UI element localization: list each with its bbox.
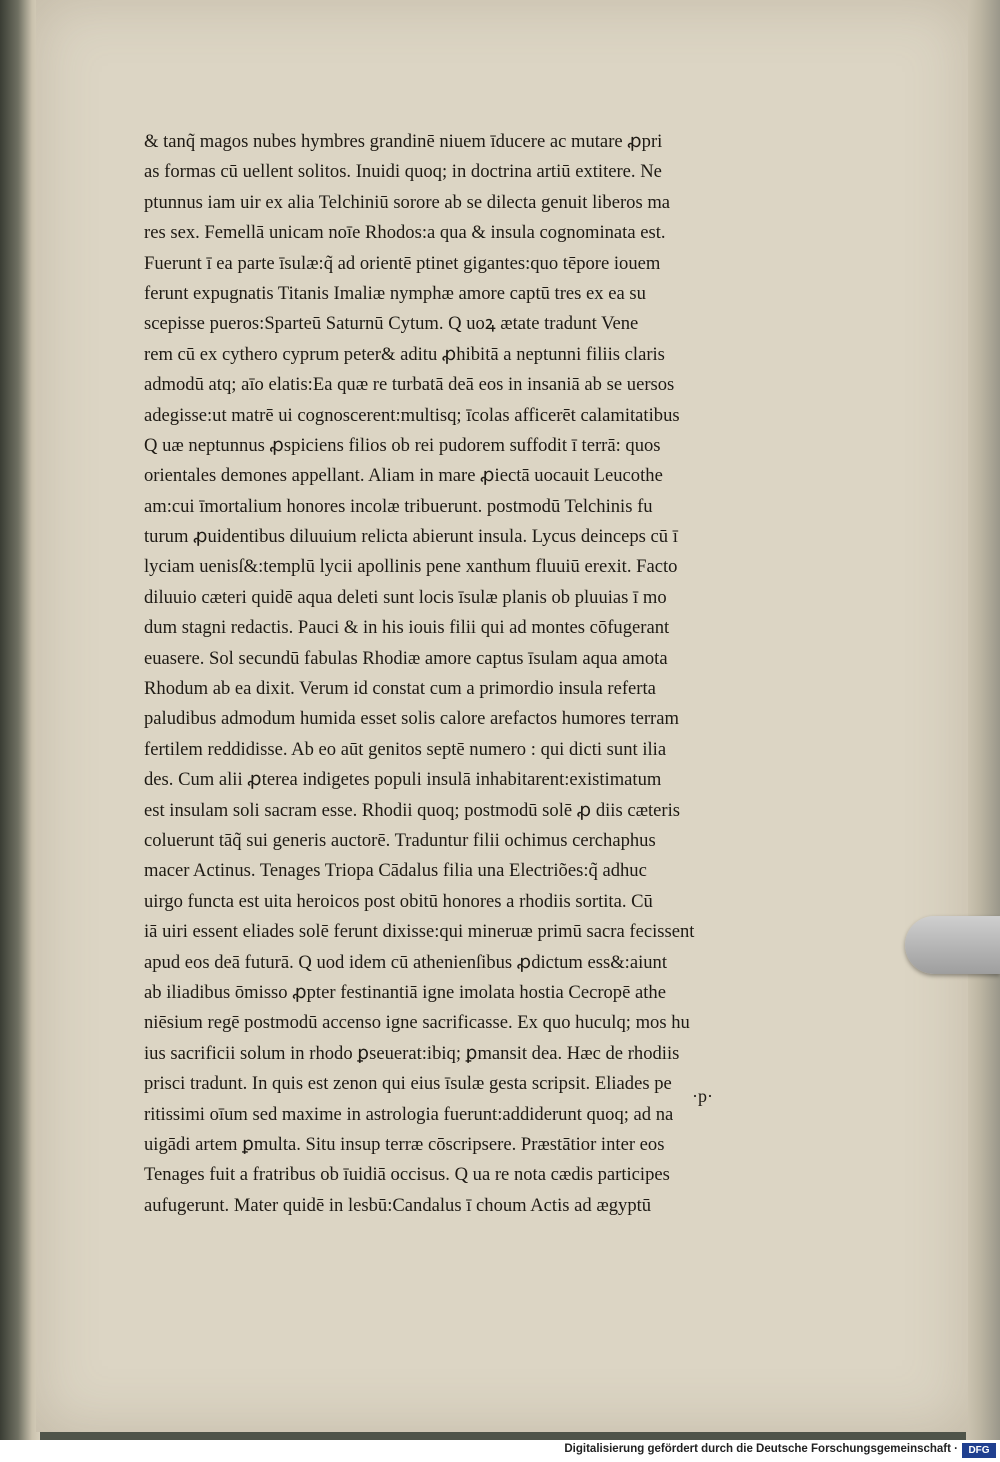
- text-line: turum ꝓuidentibus diluuium relicta abierunt insula. Lycus deinceps cū ī: [144, 526, 678, 548]
- text-line: niēsium regē postmodū accenso igne sacrificasse. Ex quo huculq; mos hu: [144, 1012, 690, 1034]
- text-line: uirgo functa est uita heroicos post obitū honores a rhodiis sortita. Cū: [144, 890, 653, 912]
- text-line: euasere. Sol secundū fabulas Rhodiæ amore captus īsulam aqua amota: [144, 647, 668, 669]
- signature-mark: ·p·: [692, 1086, 713, 1106]
- text-line: adegisse:ut matrē ui cognoscerent:multisq; īcolas afficerēt calamitatibus: [144, 404, 680, 426]
- text-block: [144, 127, 764, 1221]
- dfg-logo: DFG: [962, 1443, 996, 1458]
- text-line: ferunt expugnatis Titanis Imaliæ nymphæ amore captū tres ex ea su: [144, 282, 646, 304]
- text-line: uigādi artem ꝑmulta. Situ insup terræ cōscripsere. Præstātior inter eos: [144, 1133, 665, 1155]
- text-line: Tenages fuit a fratribus ob īuidiā occisus. Q ua re nota cædis participes: [144, 1164, 670, 1186]
- text-line: Fuerunt ī ea parte īsulæ:q̃ ad orientē ptinet gigantes:quo tēpore iouem: [144, 252, 661, 274]
- text-line: aufugerunt. Mater quidē in lesbū:Candalus ī choum Actis ad ægyptū: [144, 1194, 652, 1216]
- text-line: paludibus admodum humida esset solis calore arefactos humores terram: [144, 708, 679, 730]
- text-line: am:cui īmortalium honores incolæ tribuerunt. postmodū Telchinis fu: [144, 495, 653, 517]
- text-line: prisci tradunt. In quis est zenon qui eius īsulæ gesta scripsit. Eliades pe: [144, 1073, 672, 1095]
- footer-bar: [0, 1440, 1000, 1462]
- text-line: rem cū ex cythero cyprum peter& aditu ꝓhibitā a neptunni filiis claris: [144, 343, 665, 365]
- text-line: admodū atq; aīo elatis:Ea quæ re turbatā deā eos in insaniā ab se uersos: [144, 374, 675, 396]
- text-line: ptunnus iam uir ex alia Telchiniū sorore ab se dilecta genuit liberos ma: [144, 191, 671, 213]
- text-line: ab iliadibus ōmisso ꝓpter festinantiā igne imolata hostia Cecropē athe: [144, 981, 666, 1003]
- text-line: macer Actinus. Tenages Triopa Cādalus filia una Electriões:q̃ adhuc: [144, 860, 647, 882]
- text-line: coluerunt tāq̃ sui generis auctorē. Traduntur filii ochimus cerchaphus: [144, 829, 656, 851]
- text-line: ius sacrificii solum in rhodo ꝑseuerat:ibiq; ꝑmansit dea. Hæc de rhodiis: [144, 1042, 680, 1064]
- text-line: scepisse pueros:Sparteū Saturnū Cytum. Q uoꝝ ætate tradunt Vene: [144, 313, 639, 335]
- text-line: Rhodum ab ea dixit. Verum id constat cum a primordio insula referta: [144, 678, 656, 700]
- text-line: est insulam soli sacram esse. Rhodii quoq; postmodū solē ꝓ diis cæteris: [144, 799, 681, 821]
- text-line: lyciam uenisſ&:templū lycii apollinis pene xanthum fluuiū erexit. Facto: [144, 556, 678, 578]
- text-line: fertilem reddidisse. Ab eo aūt genitos septē numero : qui dicti sunt ilia: [144, 738, 667, 760]
- text-line: iā uiri essent eliades solē ferunt dixisse:qui mineruæ primū sacra fecissent: [144, 921, 695, 943]
- text-line: ritissimi oīum sed maxime in astrologia fuerunt:addiderunt quoq; ad na: [144, 1103, 674, 1125]
- text-line: dum stagni redactis. Pauci & in his iouis filii qui ad montes cōfugerant: [144, 617, 670, 639]
- text-line: des. Cum alii ꝓterea indigetes populi insulā inhabitarent:existimatum: [144, 769, 662, 791]
- page-clip: [905, 916, 1000, 974]
- text-line: Q uæ neptunnus ꝓspiciens filios ob rei pudorem suffodit ī terrā: quos: [144, 434, 661, 456]
- book-spine: [0, 0, 40, 1440]
- text-line: as formas cū uellent solitos. Inuidi quoq; in doctrina artiū extitere. Ne: [144, 161, 662, 183]
- text-line: diluuio cæteri quidē aqua deleti sunt locis īsulæ planis ob pluuias ī mo: [144, 586, 667, 608]
- footer-credit: Digitalisierung gefördert durch die Deutsche Forschungsgemeinschaft ·: [564, 1443, 958, 1455]
- text-line: res sex. Femellā unicam noīe Rhodos:a qua & insula cognominata est.: [144, 222, 666, 244]
- page-edges: [966, 0, 1000, 1440]
- text-line: & tanq̃ magos nubes hymbres grandinē niuem īducere ac mutare ꝓpri: [144, 131, 663, 152]
- text-line: apud eos deā futurā. Q uod idem cū athenienſibus ꝓdictum ess&:aiunt: [144, 951, 668, 973]
- text-line: orientales demones appellant. Aliam in mare ꝓiectā uocauit Leucothe: [144, 465, 663, 487]
